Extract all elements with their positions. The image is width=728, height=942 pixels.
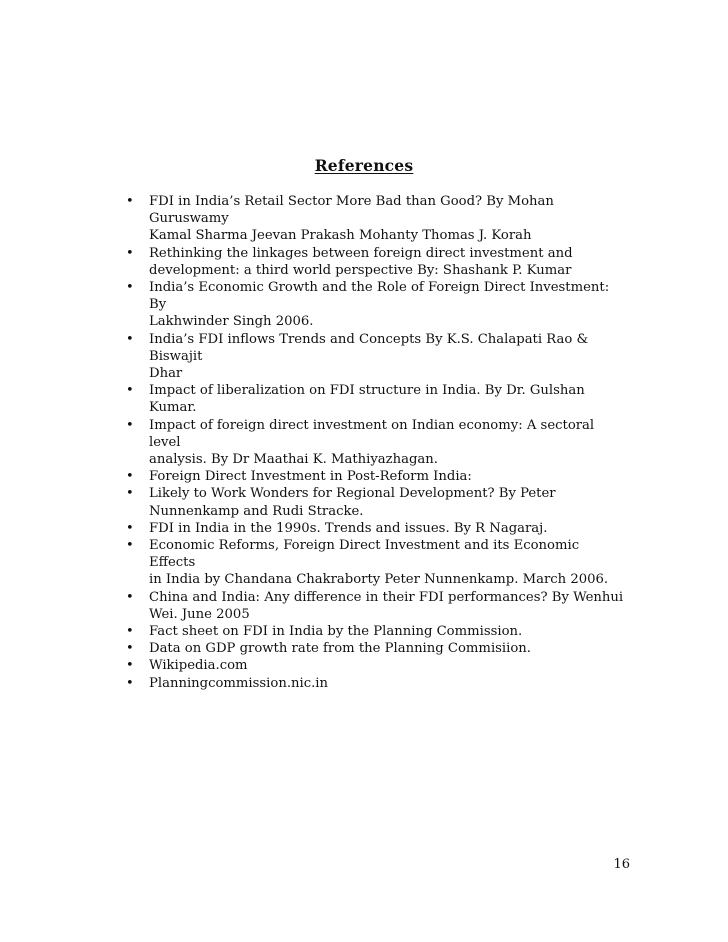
reference-text-line: Fact sheet on FDI in India by the Planning Commission. <box>149 624 523 640</box>
reference-item <box>125 657 625 674</box>
reference-text-line: Impact of foreign direct investment on Indian economy: A sectoral level <box>149 417 595 450</box>
reference-text-line: Kamal Sharma Jeevan Prakash Mohanty Thomas J. Korah <box>149 228 532 244</box>
reference-text-line: Impact of liberalization on FDI structure in India. By Dr. Gulshan Kumar. <box>149 383 585 416</box>
bullet-icon: • <box>126 383 134 399</box>
reference-item <box>125 640 625 657</box>
reference-text-line: Economic Reforms, Foreign Direct Investment and its Economic Effects <box>149 538 580 571</box>
reference-item <box>125 279 625 331</box>
reference-text-line: India’s FDI inflows Trends and Concepts By K.S. Chalapati Rao & Biswajit <box>149 331 589 364</box>
reference-text-line: Wikipedia.com <box>149 658 248 674</box>
reference-item <box>125 589 625 623</box>
bullet-icon: • <box>126 675 134 691</box>
reference-item <box>125 468 625 485</box>
bullet-icon: • <box>126 624 134 640</box>
bullet-icon: • <box>126 641 134 657</box>
bullet-icon: • <box>126 486 134 502</box>
reference-item <box>125 537 625 589</box>
bullet-icon: • <box>126 538 134 554</box>
references-list <box>125 193 625 692</box>
page-number: 16 <box>613 857 630 872</box>
bullet-icon: • <box>126 658 134 674</box>
bullet-icon: • <box>126 589 134 605</box>
reference-item <box>125 675 625 692</box>
reference-text-line: Nunnenkamp and Rudi Stracke. <box>149 503 364 519</box>
reference-text-line: development: a third world perspective By: Shashank P. Kumar <box>149 262 572 278</box>
bullet-icon: • <box>126 469 134 485</box>
reference-item <box>125 193 625 245</box>
bullet-icon: • <box>126 520 134 536</box>
reference-text-line: Wei. June 2005 <box>149 606 250 622</box>
reference-text-line: Foreign Direct Investment in Post-Reform India: <box>149 469 472 485</box>
reference-item <box>125 485 625 519</box>
page-title <box>0 156 728 175</box>
reference-text-line: Rethinking the linkages between foreign direct investment and <box>149 245 573 261</box>
bullet-icon: • <box>126 331 134 347</box>
reference-text-line: China and India: Any difference in their FDI performances? By Wenhui <box>149 589 624 605</box>
reference-text-line: India’s Economic Growth and the Role of Foreign Direct Investment: By <box>149 280 610 313</box>
reference-text-line: analysis. By Dr Maathai K. Mathiyazhagan. <box>149 452 438 468</box>
reference-text-line: Data on GDP growth rate from the Planning Commisiion. <box>149 641 531 657</box>
bullet-icon: • <box>126 417 134 433</box>
reference-text-line: Dhar <box>149 366 183 382</box>
reference-text-line: Lakhwinder Singh 2006. <box>149 314 314 330</box>
bullet-icon: • <box>126 280 134 296</box>
reference-item <box>125 245 625 279</box>
reference-text-line: in India by Chandana Chakraborty Peter Nunnenkamp. March 2006. <box>149 572 609 588</box>
reference-text-line: Likely to Work Wonders for Regional Development? By Peter <box>149 486 556 502</box>
references-heading: References <box>314 156 414 175</box>
reference-text-line: FDI in India’s Retail Sector More Bad than Good? By Mohan Guruswamy <box>149 194 554 227</box>
reference-text-line: Planningcommission.nic.in <box>149 675 329 691</box>
reference-item <box>125 417 625 469</box>
reference-item <box>125 331 625 383</box>
reference-text-line: FDI in India in the 1990s. Trends and issues. By R Nagaraj. <box>149 520 548 536</box>
bullet-icon: • <box>126 245 134 261</box>
reference-item <box>125 520 625 537</box>
bullet-icon: • <box>126 194 134 209</box>
reference-item <box>125 623 625 640</box>
reference-item <box>125 382 625 416</box>
